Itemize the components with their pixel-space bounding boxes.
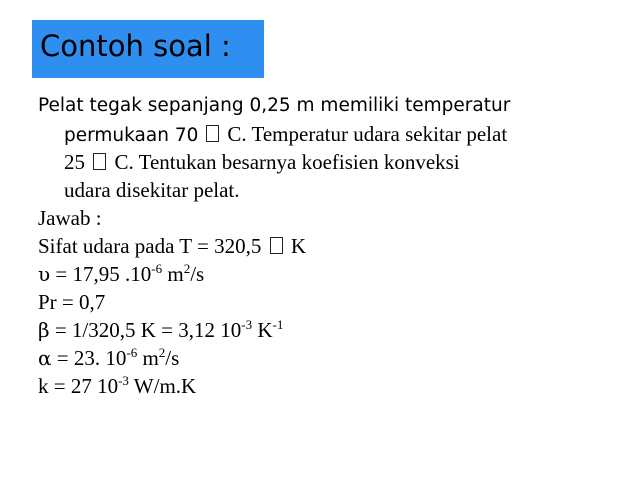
unit: /s xyxy=(190,262,205,286)
beta-line xyxy=(38,316,628,344)
conductivity-value: k = 27 10 xyxy=(38,374,119,398)
answer-heading-text: Jawab : xyxy=(38,206,102,230)
exponent: -6 xyxy=(126,345,138,360)
slide-title: Contoh soal : xyxy=(40,29,231,63)
nu-symbol: υ xyxy=(38,262,51,286)
problem-text: 25 xyxy=(64,150,85,174)
beta-symbol: β xyxy=(38,318,50,342)
problem-line-1 xyxy=(38,92,628,120)
exponent: -3 xyxy=(118,373,129,388)
exponent: -6 xyxy=(151,261,163,276)
viscosity-value: = 17,95 .10 xyxy=(50,262,152,286)
problem-text: permukaan 70 xyxy=(64,125,199,146)
air-properties-line xyxy=(38,232,628,260)
exponent: -3 xyxy=(241,317,253,332)
title-box xyxy=(32,20,264,78)
prandtl-line xyxy=(38,288,628,316)
problem-text: Pelat tegak sepanjang 0,25 m memiliki temperatur xyxy=(38,95,511,116)
conductivity-line xyxy=(38,372,628,400)
alpha-symbol: α xyxy=(38,346,52,370)
exponent: -1 xyxy=(272,317,284,332)
problem-line-3 xyxy=(38,148,628,176)
unit: /s xyxy=(165,346,180,370)
problem-text: C. Tentukan besarnya koefisien konveksi xyxy=(114,150,460,174)
slide-body xyxy=(38,92,628,400)
prandtl-value: Pr = 0,7 xyxy=(38,290,106,314)
unit: W/m.K xyxy=(128,374,197,398)
alpha-line xyxy=(38,344,628,372)
exponent: 2 xyxy=(183,261,191,276)
answer-heading xyxy=(38,204,628,232)
missing-glyph-icon xyxy=(93,153,106,170)
unit: m xyxy=(162,262,184,286)
problem-line-4 xyxy=(38,176,628,204)
problem-line-2 xyxy=(38,120,628,148)
air-properties-text: Sifat udara pada T = 320,5 xyxy=(38,234,262,258)
problem-text: C. Temperatur udara sekitar pelat xyxy=(227,122,508,146)
missing-glyph-icon xyxy=(270,237,283,254)
unit: m xyxy=(137,346,159,370)
problem-text: udara disekitar pelat. xyxy=(64,178,240,202)
alpha-value: = 23. 10 xyxy=(51,346,127,370)
exponent: 2 xyxy=(158,345,166,360)
missing-glyph-icon xyxy=(206,125,219,142)
temperature-unit: K xyxy=(290,234,307,258)
beta-value: = 1/320,5 K = 3,12 10 xyxy=(49,318,242,342)
unit: K xyxy=(252,318,273,342)
viscosity-line xyxy=(38,260,628,288)
